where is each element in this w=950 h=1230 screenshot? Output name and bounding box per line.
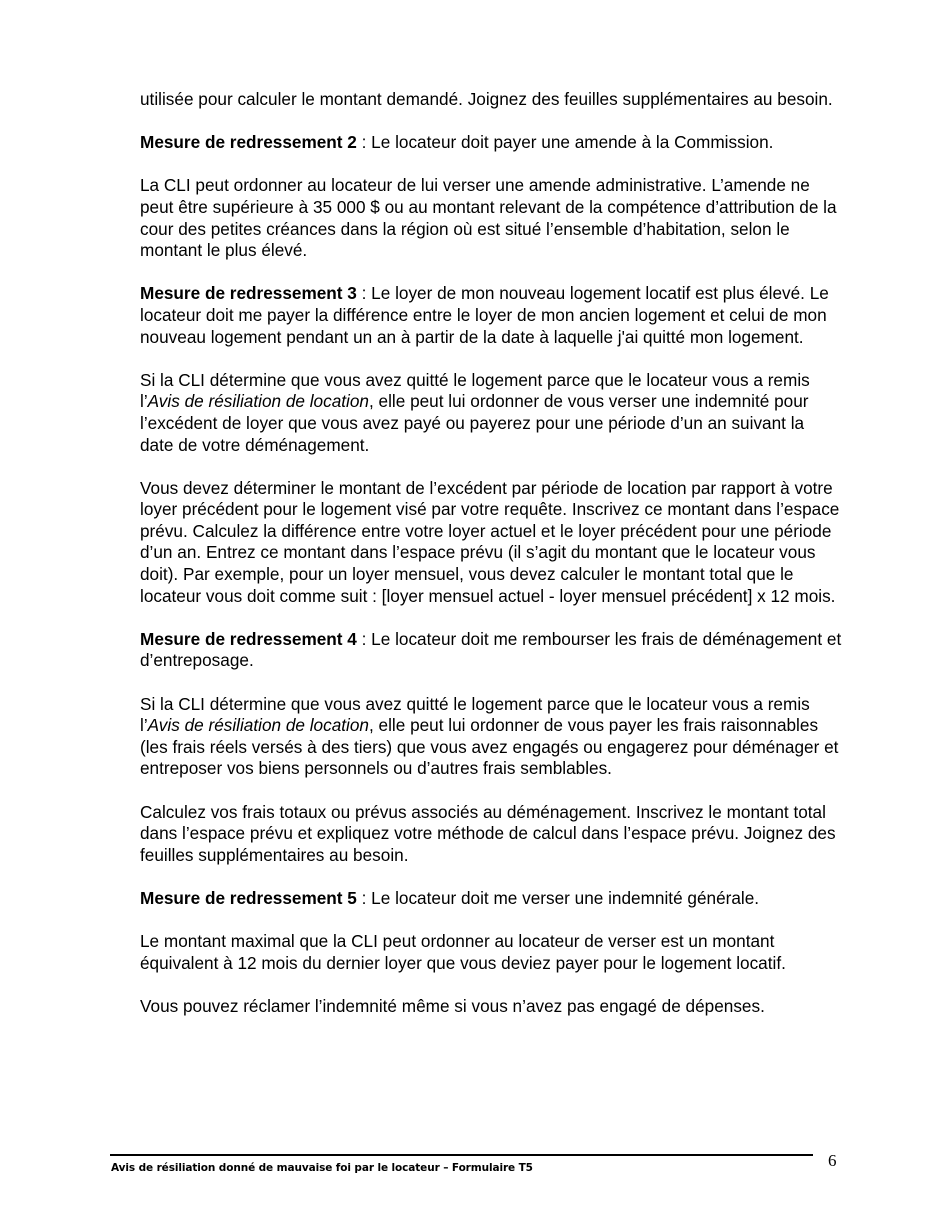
paragraph-text: , elle peut lui ordonner de vous payer les frais raisonnables (les frais réels versés à des tiers) que vous avez engagés ou engagerez pour déménager et entreposer vos biens personnels ou d’autres frais semblables.: [140, 715, 839, 779]
paragraph-text: Vous devez déterminer le montant de l’excédent par période de location par rapport à votre loyer précédent pour le logement visé par votre requête. Inscrivez ce montant dans l’espace prévu. Calculez la différence entre votre loyer actuel et le loyer précédent pour une période d’un an. Entrez ce montant dans l’espace prévu (il s’agit du montant que le locateur vous doit). Par exemple, pour un loyer mensuel, vous devez calculer le montant total que le locateur vous doit comme suit : [loyer mensuel actuel - loyer mensuel précédent] x 12 mois.: [140, 477, 840, 606]
form-title-reference: Avis de résiliation de location: [147, 391, 369, 412]
body-paragraph: [140, 996, 842, 1018]
remedy-label: Mesure de redressement 3: [140, 283, 357, 304]
remedy-heading-paragraph: [140, 629, 842, 672]
paragraph-text: Si la CLI détermine que vous avez quitté le logement parce que le locateur vous a remis l’: [140, 693, 810, 736]
body-paragraph: [140, 931, 842, 974]
body-paragraph: [140, 370, 842, 456]
remedy-label: Mesure de redressement 5: [140, 887, 357, 908]
remedy-heading-paragraph: [140, 283, 842, 348]
paragraph-text: : Le loyer de mon nouveau logement locatif est plus élevé. Le locateur doit me payer la différence entre le loyer de mon ancien logement et celui de mon nouveau logement pendant un an à partir de la date à laquelle j'ai quitté mon logement.: [140, 283, 829, 347]
paragraph-text: Vous pouvez réclamer l’indemnité même si vous n’avez pas engagé de dépenses.: [140, 995, 765, 1016]
paragraph-text: , elle peut lui ordonner de vous verser une indemnité pour l’excédent de loyer que vous avez payé ou payerez pour une période d’un an suivant la date de votre déménagement.: [140, 391, 809, 455]
paragraph-text: Calculez vos frais totaux ou prévus associés au déménagement. Inscrivez le montant total dans l’espace prévu et expliquez votre méthode de calcul dans l’espace prévu. Joignez des feuilles supplémentaires au besoin.: [140, 801, 836, 865]
paragraph-text: : Le locateur doit me rembourser les frais de déménagement et d’entreposage.: [140, 628, 842, 671]
document-body: [140, 89, 842, 1039]
remedy-label: Mesure de redressement 4: [140, 628, 357, 649]
footer-title: Avis de résiliation donné de mauvaise foi par le locateur – Formulaire T5: [111, 1162, 533, 1174]
paragraph-text: Le montant maximal que la CLI peut ordonner au locateur de verser est un montant équivalent à 12 mois du dernier loyer que vous deviez payer pour le logement locatif.: [140, 931, 786, 973]
paragraph-text: utilisée pour calculer le montant demandé. Joignez des feuilles supplémentaires au besoin.: [140, 89, 833, 109]
remedy-heading-paragraph: [140, 888, 842, 910]
remedy-label: Mesure de redressement 2: [140, 132, 357, 153]
footer-divider: [110, 1154, 813, 1156]
paragraph-text: Si la CLI détermine que vous avez quitté le logement parce que le locateur vous a remis l’: [140, 369, 810, 412]
remedy-heading-paragraph: [140, 132, 842, 154]
body-paragraph: [140, 175, 842, 261]
body-paragraph: [140, 89, 842, 111]
paragraph-text: La CLI peut ordonner au locateur de lui verser une amende administrative. L’amende ne peut être supérieure à 35 000 $ ou au montant relevant de la compétence d’attribution de la cour des petites créances dans la région où est situé l’ensemble d’habitation, selon le montant le plus élevé.: [140, 175, 837, 261]
body-paragraph: [140, 694, 842, 780]
paragraph-text: : Le locateur doit me verser une indemnité générale.: [356, 887, 760, 908]
page-number: 6: [828, 1151, 837, 1170]
body-paragraph: [140, 478, 842, 608]
form-title-reference: Avis de résiliation de location: [147, 715, 369, 736]
paragraph-text: : Le locateur doit payer une amende à la Commission.: [356, 132, 774, 153]
body-paragraph: [140, 802, 842, 867]
